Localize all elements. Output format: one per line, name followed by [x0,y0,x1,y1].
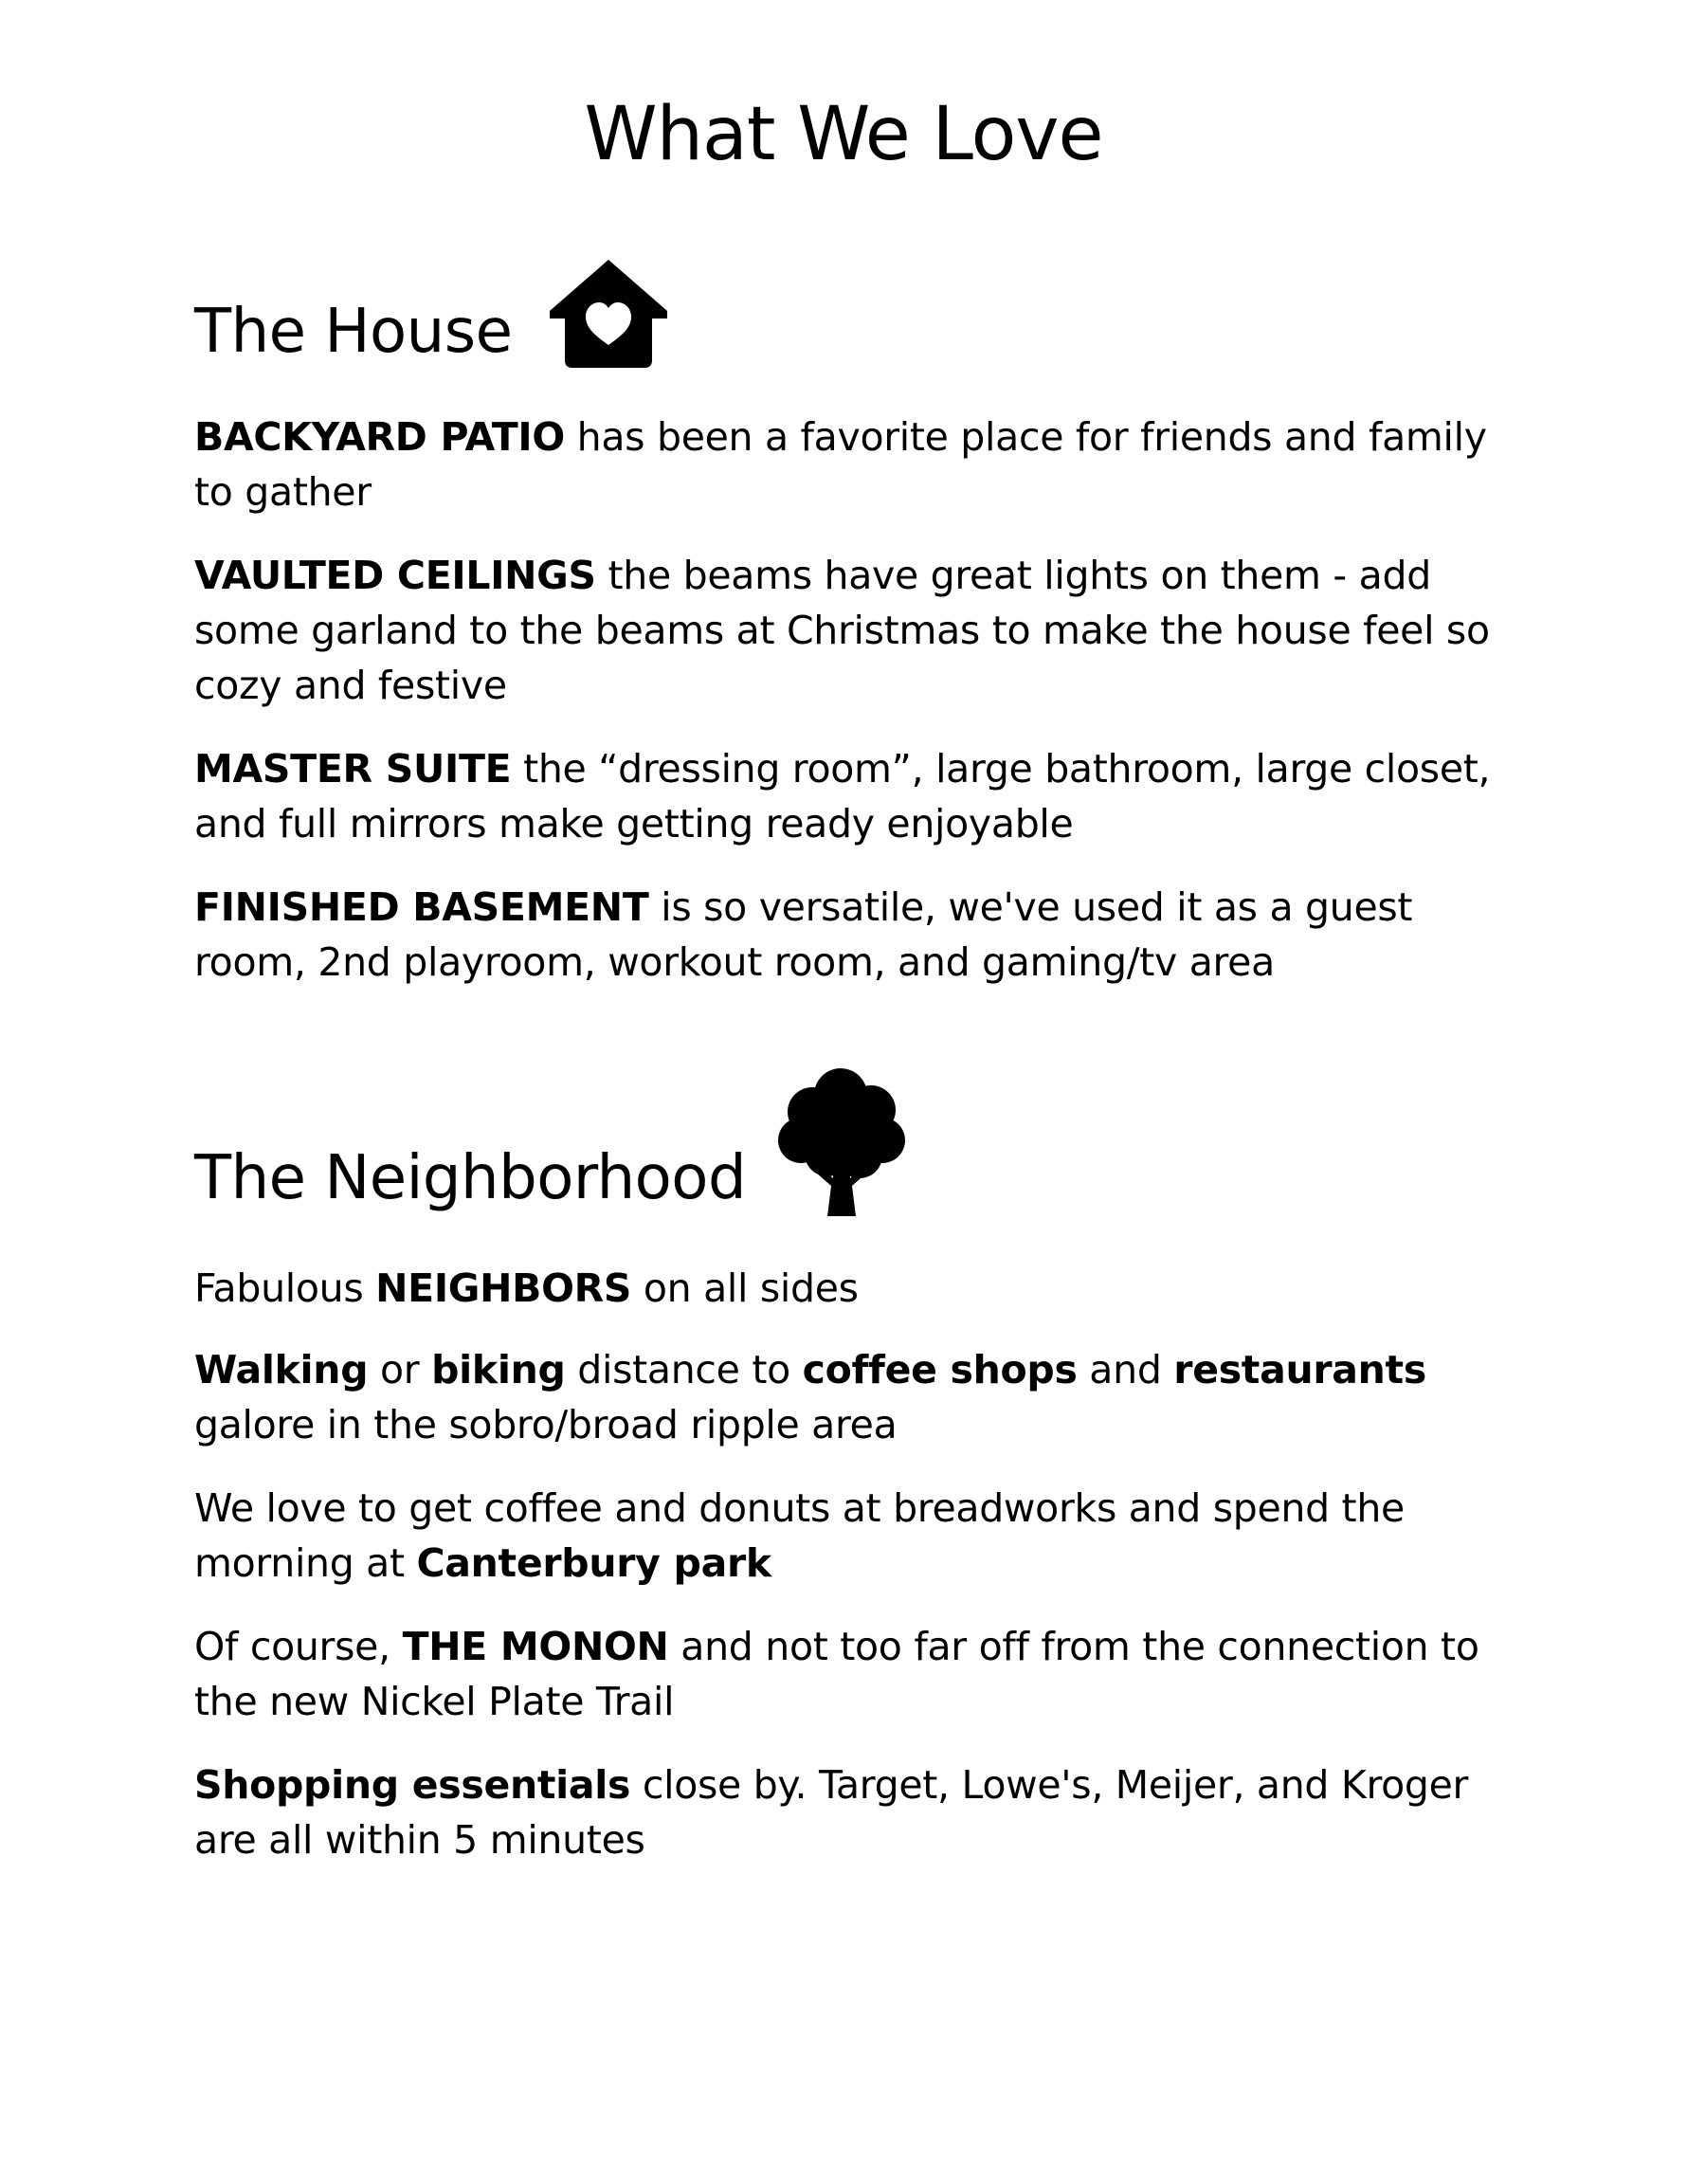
neighborhood-item-shopping: Shopping essentials close by. Target, Lowe's, Meijer, and Kroger are all within 5 minutes [194,1762,1469,1863]
house-item-finished-basement: FINISHED BASEMENT is so versatile, we've used it as a guest room, 2nd playroom, workout room, and gaming/tv area [194,884,1413,985]
neighborhood-item-canterbury-park: We love to get coffee and donuts at breadworks and spend the morning at Canterbury park [194,1485,1405,1586]
neighborhood-item-monon: Of course, THE MONON and not too far off from the connection to the new Nickel Plate Trail [194,1624,1479,1724]
house-item-vaulted-ceilings: VAULTED CEILINGS the beams have great lights on them - add some garland to the beams at Christmas to make the house feel so cozy and festive [194,553,1490,708]
house-heading-text: The House [194,297,513,367]
house-section-heading [194,258,671,367]
house-item-master-suite: MASTER SUITE the “dressing room”, large bathroom, large closet, and full mirrors make getting ready enjoyable [194,746,1491,846]
house-heart-icon [546,258,671,370]
tree-icon [774,1066,909,1218]
house-item-backyard-patio: BACKYARD PATIO has been a favorite place for friends and family to gather [194,414,1487,515]
page-title: What We Love [584,92,1103,177]
neighborhood-heading-text: The Neighborhood [194,1143,747,1213]
neighborhood-section-heading [194,1066,909,1213]
neighborhood-item-neighbors: Fabulous NEIGHBORS on all sides [194,1265,859,1311]
neighborhood-item-walking-biking: Walking or biking distance to coffee shops and restaurants galore in the sobro/broad ripple area [194,1347,1426,1447]
